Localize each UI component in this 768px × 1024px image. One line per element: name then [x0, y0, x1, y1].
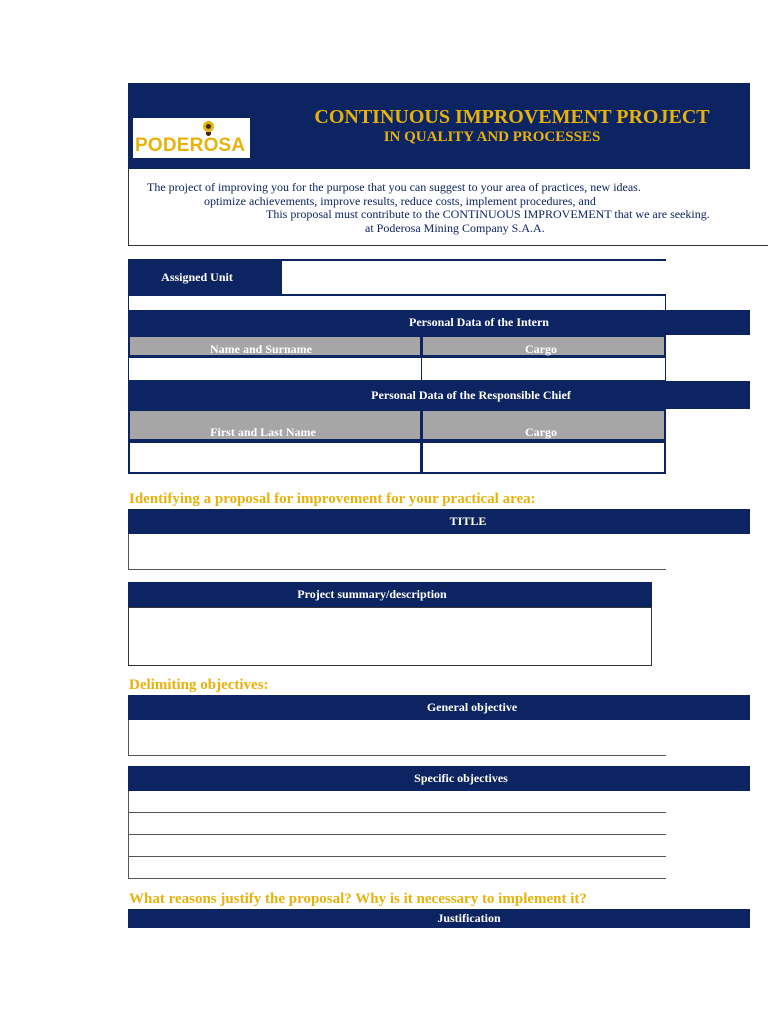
assigned-unit-field[interactable]: [282, 259, 666, 296]
title-header: [128, 509, 750, 534]
chief-col-name: [128, 409, 422, 441]
general-objective-label: General objective: [426, 700, 518, 714]
intro-line-3: This proposal must contribute to the CONTINUOUS IMPROVEMENT that we are seeking.: [266, 207, 710, 221]
company-logo: [133, 118, 250, 158]
chief-section-title: Personal Data of the Responsible Chief: [371, 388, 571, 402]
specific-objective-field[interactable]: [128, 813, 666, 835]
general-objective-header: [128, 695, 750, 720]
summary-header-label: Project summary/description: [297, 587, 447, 601]
summary-header: [128, 582, 652, 607]
chief-cargo-field[interactable]: [421, 441, 666, 474]
intern-col-cargo-label: Cargo: [525, 342, 557, 356]
intro-line-1: The project of improving you for the purpose that you can suggest to your area of practices, new ideas.: [147, 180, 641, 194]
specific-objectives-label: Specific objectives: [414, 771, 508, 785]
specific-objective-field[interactable]: [128, 791, 666, 813]
specific-objective-field[interactable]: [128, 835, 666, 857]
logo-text: PODEROSA: [135, 135, 246, 156]
intern-cargo-field[interactable]: [421, 357, 666, 381]
logo-ring-icon: [203, 121, 214, 132]
title-field[interactable]: [128, 534, 666, 570]
chief-col-name-label: First and Last Name: [210, 425, 316, 439]
intern-section-title: Personal Data of the Intern: [409, 315, 549, 329]
intro-line-2: optimize achievements, improve results, reduce costs, implement procedures, and: [204, 194, 596, 208]
assigned-unit-spacer: [128, 296, 666, 310]
assigned-unit-label: Assigned Unit: [161, 270, 233, 284]
specific-objectives-header: [128, 766, 750, 791]
chief-col-cargo: [421, 409, 666, 441]
page-title: CONTINUOUS IMPROVEMENT PROJECT: [314, 106, 710, 128]
title-header-label: TITLE: [449, 514, 487, 528]
chief-col-cargo-label: Cargo: [525, 425, 557, 439]
justification-header: [128, 909, 750, 928]
intern-col-cargo: [421, 335, 666, 357]
intern-name-field[interactable]: [128, 357, 422, 381]
justification-label: Justification: [437, 911, 501, 925]
general-objective-field[interactable]: [128, 720, 666, 756]
chief-name-field[interactable]: [128, 441, 422, 474]
proposal-question: Identifying a proposal for improvement for your practical area:: [129, 491, 536, 507]
summary-field[interactable]: [128, 607, 652, 666]
page-subtitle: IN QUALITY AND PROCESSES: [383, 129, 601, 145]
assigned-unit-label-cell: [128, 259, 282, 296]
justification-question: What reasons justify the proposal? Why is it necessary to implement it?: [129, 891, 587, 907]
intern-col-name: [128, 335, 422, 357]
intro-line-4: at Poderosa Mining Company S.A.A.: [365, 221, 545, 235]
intern-section-header: [128, 310, 750, 335]
intern-col-name-label: Name and Surname: [209, 342, 312, 356]
specific-objective-field[interactable]: [128, 857, 666, 879]
chief-section-header: [128, 381, 750, 409]
objectives-question: Delimiting objectives:: [129, 677, 269, 693]
